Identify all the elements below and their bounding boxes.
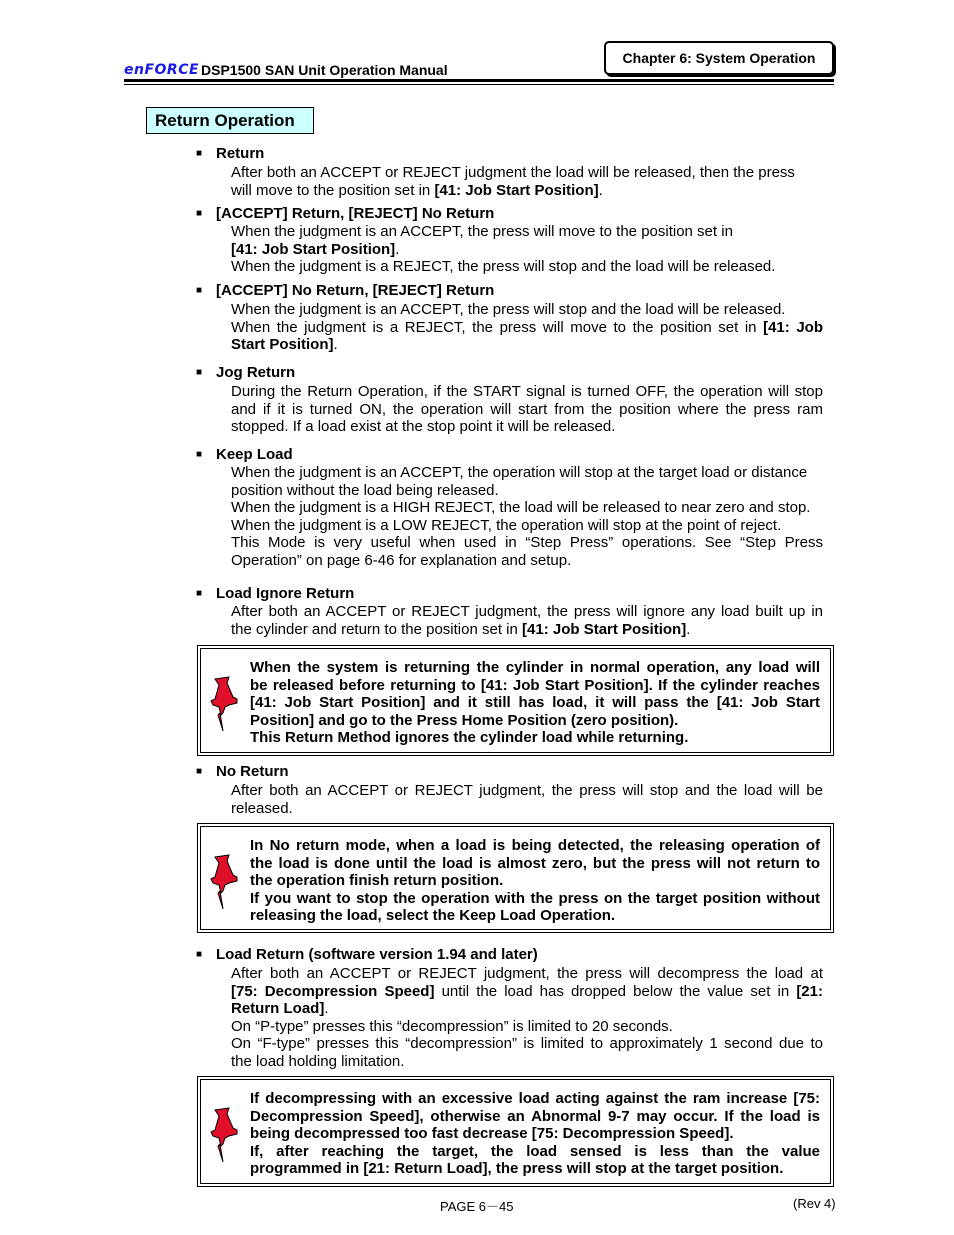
chapter-label: Chapter 6: System Operation <box>604 41 834 75</box>
item-heading-accept-no-return: ■ [ACCEPT] No Return, [REJECT] Return <box>196 282 495 299</box>
item-body-load-return: After both an ACCEPT or REJECT judgment, the press will decompress the load at [75: Decompression Speed] until the load has dropped below the value set in [21: Return Load]. On “P-type” presses this “decompression” is limited to 20 seconds. On “F-type” presses this “decompression” is limited to approximately 1 second due to the load holding limitation. <box>231 965 823 1070</box>
item-body-accept-no-return: When the judgment is an ACCEPT, the press will stop and the load will be released. When the judgment is a REJECT, the press will move to the position set in [41: Job Start Position]. <box>231 301 824 354</box>
item-body-keep-load: When the judgment is an ACCEPT, the operation will stop at the target load or distance position without the load being released. When the judgment is a HIGH REJECT, the load will be released to near zero and stop. When the judgment is a LOW REJECT, the operation will stop at the point of reject. This Mode is very useful when used in “Step Press” operations. See “Step Press Operation” on page 6-46 for explanation and setup. <box>231 464 823 569</box>
item-body-jog-return: During the Return Operation, if the START signal is turned OFF, the operation will stop and if it is turned ON, the operation will start from the position where the press ram stopped. If a load exist at the stop point it will be released. <box>231 383 823 436</box>
note-box-no-return <box>197 823 834 933</box>
revision-label: (Rev 4) <box>793 1196 836 1211</box>
pushpin-icon <box>207 1106 243 1164</box>
item-body-load-ignore: After both an ACCEPT or REJECT judgment, the press will ignore any load built up in the cylinder and return to the position set in [41: Job Start Position]. <box>231 603 823 638</box>
bullet-icon: ■ <box>196 367 203 378</box>
item-body-no-return: After both an ACCEPT or REJECT judgment, the press will stop and the load will be released. <box>231 782 823 817</box>
page-number: PAGE 6－45 <box>440 1199 514 1214</box>
pushpin-icon <box>207 853 243 911</box>
section-title: Return Operation <box>146 107 314 134</box>
item-heading-keep-load: ■ Keep Load <box>196 446 293 463</box>
item-heading-load-return: ■ Load Return (software version 1.94 and later) <box>196 946 538 963</box>
header-rule <box>124 79 834 82</box>
header-rule-thin <box>124 84 834 85</box>
item-heading-no-return: ■ No Return <box>196 763 289 780</box>
item-body-accept-return: When the judgment is an ACCEPT, the press will move to the position set in [41: Job Start Position]. When the judgment is a REJECT, the press will stop and the load will be released. <box>231 223 776 276</box>
bullet-icon: ■ <box>196 949 203 960</box>
bullet-icon: ■ <box>196 208 203 219</box>
brand-logo: enFORCE <box>124 62 200 78</box>
note-box-load-return <box>197 1076 834 1187</box>
manual-title: DSP1500 SAN Unit Operation Manual <box>201 62 448 78</box>
note-text: If decompressing with an excessive load acting against the ram increase [75: Decompression Speed], otherwise an Abnormal 9-7 may occur. If the load is being decompressed too fast decrease [75: Decompression Speed]. If, after reaching the target, the load sensed is less than the value programmed in [21: Return Load], the press will stop at the target position. <box>250 1090 820 1178</box>
note-text: When the system is returning the cylinder in normal operation, any load will be released before returning to [41: Job Start Position]. If the cylinder reaches [41: Job Start Position] and it still has load, it will pass the [41: Job Start Position] and go to the Press Home Position (zero position). This Return Method ignores the cylinder load while returning. <box>250 659 820 747</box>
item-heading-return: ■ Return <box>196 145 265 162</box>
item-heading-accept-return: ■ [ACCEPT] Return, [REJECT] No Return <box>196 205 495 222</box>
note-box-load-ignore <box>197 645 834 756</box>
bullet-icon: ■ <box>196 285 203 296</box>
item-heading-load-ignore: ■ Load Ignore Return <box>196 585 355 602</box>
item-heading-jog-return: ■ Jog Return <box>196 364 296 381</box>
bullet-icon: ■ <box>196 766 203 777</box>
note-text: In No return mode, when a load is being detected, the releasing operation of the load is done until the load is almost zero, but the press will not return to the operation finish return position. If you want to stop the operation with the press on the target position without releasing the load, select the Keep Load Operation. <box>250 837 820 925</box>
bullet-icon: ■ <box>196 449 203 460</box>
bullet-icon: ■ <box>196 588 203 599</box>
bullet-icon: ■ <box>196 148 203 159</box>
item-body-return: After both an ACCEPT or REJECT judgment the load will be released, then the press will move to the position set in [41: Job Start Position]. <box>231 164 795 199</box>
pushpin-icon <box>207 675 243 733</box>
